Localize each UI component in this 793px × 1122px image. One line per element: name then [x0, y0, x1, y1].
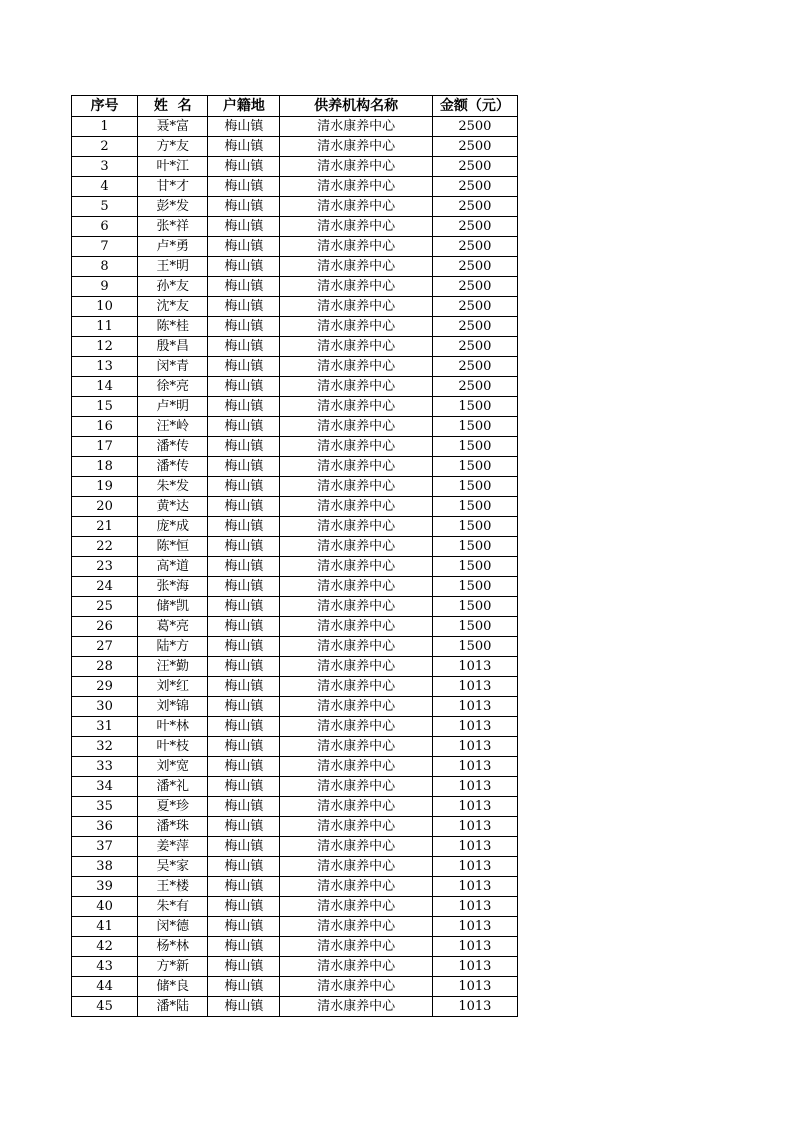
cell-institution-name: 清水康养中心	[280, 517, 432, 537]
cell-amount: 1013	[432, 657, 517, 677]
table-row	[72, 337, 518, 357]
cell-name: 潘*传	[138, 437, 208, 457]
cell-household-registration: 梅山镇	[208, 297, 280, 317]
cell-institution-name: 清水康养中心	[280, 717, 432, 737]
cell-serial-number: 11	[72, 317, 138, 337]
cell-institution-name: 清水康养中心	[280, 417, 432, 437]
cell-amount: 2500	[432, 157, 517, 177]
cell-institution-name: 清水康养中心	[280, 917, 432, 937]
cell-amount: 1013	[432, 857, 517, 877]
table-row	[72, 857, 518, 877]
cell-name: 杨*林	[138, 937, 208, 957]
cell-name: 叶*江	[138, 157, 208, 177]
table-row	[72, 237, 518, 257]
cell-serial-number: 9	[72, 277, 138, 297]
table-row	[72, 497, 518, 517]
cell-name: 潘*珠	[138, 817, 208, 837]
cell-household-registration: 梅山镇	[208, 797, 280, 817]
cell-institution-name: 清水康养中心	[280, 257, 432, 277]
cell-serial-number: 15	[72, 397, 138, 417]
cell-institution-name: 清水康养中心	[280, 437, 432, 457]
cell-institution-name: 清水康养中心	[280, 617, 432, 637]
cell-name: 刘*宽	[138, 757, 208, 777]
cell-amount: 1013	[432, 717, 517, 737]
cell-institution-name: 清水康养中心	[280, 357, 432, 377]
table-row	[72, 537, 518, 557]
cell-amount: 1500	[432, 477, 517, 497]
cell-household-registration: 梅山镇	[208, 157, 280, 177]
cell-household-registration: 梅山镇	[208, 357, 280, 377]
header-institution-name: 供养机构名称	[280, 96, 432, 117]
table-row	[72, 477, 518, 497]
cell-name: 张*祥	[138, 217, 208, 237]
cell-name: 陈*恒	[138, 537, 208, 557]
cell-amount: 1013	[432, 977, 517, 997]
cell-household-registration: 梅山镇	[208, 877, 280, 897]
table-row	[72, 657, 518, 677]
table-row	[72, 557, 518, 577]
cell-serial-number: 39	[72, 877, 138, 897]
cell-amount: 2500	[432, 177, 517, 197]
cell-household-registration: 梅山镇	[208, 117, 280, 137]
cell-serial-number: 34	[72, 777, 138, 797]
cell-amount: 2500	[432, 337, 517, 357]
cell-household-registration: 梅山镇	[208, 937, 280, 957]
cell-institution-name: 清水康养中心	[280, 697, 432, 717]
table-row	[72, 277, 518, 297]
cell-amount: 2500	[432, 217, 517, 237]
cell-amount: 2500	[432, 317, 517, 337]
table-row	[72, 417, 518, 437]
cell-amount: 2500	[432, 297, 517, 317]
cell-amount: 1013	[432, 917, 517, 937]
cell-name: 聂*富	[138, 117, 208, 137]
cell-amount: 1500	[432, 497, 517, 517]
cell-household-registration: 梅山镇	[208, 497, 280, 517]
cell-name: 叶*枝	[138, 737, 208, 757]
cell-name: 储*凯	[138, 597, 208, 617]
cell-name: 沈*友	[138, 297, 208, 317]
table-row	[72, 157, 518, 177]
cell-institution-name: 清水康养中心	[280, 677, 432, 697]
cell-name: 吴*家	[138, 857, 208, 877]
cell-serial-number: 41	[72, 917, 138, 937]
cell-serial-number: 22	[72, 537, 138, 557]
cell-household-registration: 梅山镇	[208, 997, 280, 1017]
cell-serial-number: 17	[72, 437, 138, 457]
cell-institution-name: 清水康养中心	[280, 857, 432, 877]
cell-institution-name: 清水康养中心	[280, 337, 432, 357]
cell-institution-name: 清水康养中心	[280, 977, 432, 997]
table-row	[72, 977, 518, 997]
cell-amount: 1013	[432, 937, 517, 957]
cell-institution-name: 清水康养中心	[280, 577, 432, 597]
cell-name: 黄*达	[138, 497, 208, 517]
cell-household-registration: 梅山镇	[208, 417, 280, 437]
cell-amount: 2500	[432, 357, 517, 377]
cell-institution-name: 清水康养中心	[280, 497, 432, 517]
cell-amount: 1013	[432, 737, 517, 757]
cell-institution-name: 清水康养中心	[280, 777, 432, 797]
cell-name: 高*道	[138, 557, 208, 577]
cell-name: 刘*锦	[138, 697, 208, 717]
cell-serial-number: 24	[72, 577, 138, 597]
cell-serial-number: 43	[72, 957, 138, 977]
cell-household-registration: 梅山镇	[208, 777, 280, 797]
cell-institution-name: 清水康养中心	[280, 757, 432, 777]
cell-amount: 1500	[432, 457, 517, 477]
table-row	[72, 177, 518, 197]
cell-institution-name: 清水康养中心	[280, 477, 432, 497]
cell-name: 陈*桂	[138, 317, 208, 337]
cell-serial-number: 2	[72, 137, 138, 157]
table-row	[72, 797, 518, 817]
cell-amount: 1500	[432, 417, 517, 437]
cell-name: 储*良	[138, 977, 208, 997]
cell-household-registration: 梅山镇	[208, 277, 280, 297]
table-row	[72, 217, 518, 237]
cell-amount: 1013	[432, 957, 517, 977]
cell-institution-name: 清水康养中心	[280, 117, 432, 137]
cell-name: 陆*方	[138, 637, 208, 657]
cell-amount: 2500	[432, 197, 517, 217]
cell-serial-number: 13	[72, 357, 138, 377]
cell-institution-name: 清水康养中心	[280, 997, 432, 1017]
cell-household-registration: 梅山镇	[208, 437, 280, 457]
cell-serial-number: 23	[72, 557, 138, 577]
cell-household-registration: 梅山镇	[208, 957, 280, 977]
cell-serial-number: 5	[72, 197, 138, 217]
table-row	[72, 777, 518, 797]
cell-serial-number: 33	[72, 757, 138, 777]
cell-name: 孙*友	[138, 277, 208, 297]
cell-household-registration: 梅山镇	[208, 897, 280, 917]
cell-serial-number: 1	[72, 117, 138, 137]
cell-name: 方*友	[138, 137, 208, 157]
table-row	[72, 737, 518, 757]
header-name: 姓 名	[138, 96, 208, 117]
cell-serial-number: 14	[72, 377, 138, 397]
table-row	[72, 697, 518, 717]
table-row	[72, 257, 518, 277]
cell-serial-number: 3	[72, 157, 138, 177]
cell-household-registration: 梅山镇	[208, 677, 280, 697]
cell-household-registration: 梅山镇	[208, 717, 280, 737]
cell-institution-name: 清水康养中心	[280, 897, 432, 917]
cell-serial-number: 45	[72, 997, 138, 1017]
cell-name: 庞*成	[138, 517, 208, 537]
cell-amount: 2500	[432, 117, 517, 137]
cell-institution-name: 清水康养中心	[280, 797, 432, 817]
cell-name: 王*明	[138, 257, 208, 277]
cell-serial-number: 27	[72, 637, 138, 657]
cell-amount: 1500	[432, 517, 517, 537]
cell-household-registration: 梅山镇	[208, 257, 280, 277]
cell-household-registration: 梅山镇	[208, 857, 280, 877]
table-row	[72, 617, 518, 637]
cell-institution-name: 清水康养中心	[280, 937, 432, 957]
cell-name: 闵*德	[138, 917, 208, 937]
cell-serial-number: 16	[72, 417, 138, 437]
cell-household-registration: 梅山镇	[208, 577, 280, 597]
cell-amount: 1500	[432, 557, 517, 577]
table-row	[72, 877, 518, 897]
cell-serial-number: 21	[72, 517, 138, 537]
cell-name: 朱*有	[138, 897, 208, 917]
cell-institution-name: 清水康养中心	[280, 217, 432, 237]
cell-name: 葛*亮	[138, 617, 208, 637]
cell-serial-number: 29	[72, 677, 138, 697]
cell-institution-name: 清水康养中心	[280, 197, 432, 217]
cell-household-registration: 梅山镇	[208, 537, 280, 557]
table-row	[72, 297, 518, 317]
cell-serial-number: 40	[72, 897, 138, 917]
table-row	[72, 597, 518, 617]
table-row	[72, 957, 518, 977]
table-body	[72, 117, 518, 1017]
cell-household-registration: 梅山镇	[208, 697, 280, 717]
table-row	[72, 117, 518, 137]
cell-amount: 1013	[432, 817, 517, 837]
cell-name: 汪*勤	[138, 657, 208, 677]
cell-serial-number: 31	[72, 717, 138, 737]
table-row	[72, 917, 518, 937]
cell-name: 刘*红	[138, 677, 208, 697]
cell-serial-number: 19	[72, 477, 138, 497]
header-serial-number: 序号	[72, 96, 138, 117]
table-row	[72, 897, 518, 917]
cell-household-registration: 梅山镇	[208, 557, 280, 577]
cell-household-registration: 梅山镇	[208, 317, 280, 337]
cell-name: 姜*萍	[138, 837, 208, 857]
cell-amount: 2500	[432, 377, 517, 397]
cell-serial-number: 35	[72, 797, 138, 817]
cell-institution-name: 清水康养中心	[280, 137, 432, 157]
cell-serial-number: 7	[72, 237, 138, 257]
cell-amount: 1013	[432, 777, 517, 797]
table-row	[72, 817, 518, 837]
cell-amount: 1013	[432, 877, 517, 897]
cell-amount: 1500	[432, 577, 517, 597]
table-row	[72, 677, 518, 697]
cell-institution-name: 清水康养中心	[280, 237, 432, 257]
cell-name: 汪*岭	[138, 417, 208, 437]
table-row	[72, 377, 518, 397]
table-row	[72, 197, 518, 217]
cell-institution-name: 清水康养中心	[280, 637, 432, 657]
cell-serial-number: 8	[72, 257, 138, 277]
cell-serial-number: 44	[72, 977, 138, 997]
cell-amount: 1013	[432, 797, 517, 817]
table-row	[72, 997, 518, 1017]
cell-amount: 1500	[432, 397, 517, 417]
cell-serial-number: 42	[72, 937, 138, 957]
cell-serial-number: 32	[72, 737, 138, 757]
cell-amount: 1013	[432, 677, 517, 697]
cell-name: 朱*发	[138, 477, 208, 497]
cell-amount: 2500	[432, 257, 517, 277]
cell-institution-name: 清水康养中心	[280, 957, 432, 977]
cell-institution-name: 清水康养中心	[280, 297, 432, 317]
cell-household-registration: 梅山镇	[208, 137, 280, 157]
cell-name: 殷*昌	[138, 337, 208, 357]
cell-institution-name: 清水康养中心	[280, 397, 432, 417]
header-amount: 金额（元）	[432, 96, 517, 117]
cell-institution-name: 清水康养中心	[280, 457, 432, 477]
cell-institution-name: 清水康养中心	[280, 737, 432, 757]
cell-household-registration: 梅山镇	[208, 177, 280, 197]
table-row	[72, 637, 518, 657]
cell-amount: 1500	[432, 537, 517, 557]
cell-amount: 1500	[432, 437, 517, 457]
cell-amount: 2500	[432, 237, 517, 257]
cell-institution-name: 清水康养中心	[280, 657, 432, 677]
cell-household-registration: 梅山镇	[208, 477, 280, 497]
cell-name: 潘*传	[138, 457, 208, 477]
cell-name: 闵*青	[138, 357, 208, 377]
cell-amount: 1500	[432, 637, 517, 657]
cell-name: 叶*林	[138, 717, 208, 737]
cell-serial-number: 25	[72, 597, 138, 617]
table-row	[72, 457, 518, 477]
cell-name: 潘*陆	[138, 997, 208, 1017]
table-row	[72, 837, 518, 857]
cell-name: 卢*明	[138, 397, 208, 417]
table-header-row	[72, 96, 518, 117]
cell-name: 王*楼	[138, 877, 208, 897]
cell-serial-number: 10	[72, 297, 138, 317]
cell-institution-name: 清水康养中心	[280, 537, 432, 557]
cell-serial-number: 37	[72, 837, 138, 857]
cell-household-registration: 梅山镇	[208, 217, 280, 237]
table-row	[72, 437, 518, 457]
cell-serial-number: 30	[72, 697, 138, 717]
cell-serial-number: 4	[72, 177, 138, 197]
header-household-registration: 户籍地	[208, 96, 280, 117]
cell-household-registration: 梅山镇	[208, 517, 280, 537]
cell-household-registration: 梅山镇	[208, 237, 280, 257]
cell-institution-name: 清水康养中心	[280, 377, 432, 397]
cell-household-registration: 梅山镇	[208, 457, 280, 477]
cell-institution-name: 清水康养中心	[280, 277, 432, 297]
table-row	[72, 577, 518, 597]
cell-institution-name: 清水康养中心	[280, 177, 432, 197]
cell-household-registration: 梅山镇	[208, 637, 280, 657]
cell-amount: 1500	[432, 617, 517, 637]
cell-amount: 1013	[432, 897, 517, 917]
cell-name: 卢*勇	[138, 237, 208, 257]
cell-household-registration: 梅山镇	[208, 657, 280, 677]
cell-serial-number: 38	[72, 857, 138, 877]
cell-household-registration: 梅山镇	[208, 197, 280, 217]
table-row	[72, 937, 518, 957]
cell-amount: 1013	[432, 697, 517, 717]
cell-amount: 2500	[432, 137, 517, 157]
cell-household-registration: 梅山镇	[208, 757, 280, 777]
table-row	[72, 397, 518, 417]
cell-serial-number: 20	[72, 497, 138, 517]
cell-serial-number: 6	[72, 217, 138, 237]
cell-name: 潘*礼	[138, 777, 208, 797]
cell-name: 甘*才	[138, 177, 208, 197]
cell-institution-name: 清水康养中心	[280, 157, 432, 177]
table-row	[72, 757, 518, 777]
cell-amount: 1013	[432, 757, 517, 777]
cell-name: 徐*亮	[138, 377, 208, 397]
cell-household-registration: 梅山镇	[208, 597, 280, 617]
table-row	[72, 517, 518, 537]
table-row	[72, 357, 518, 377]
beneficiary-table	[71, 95, 518, 1017]
cell-household-registration: 梅山镇	[208, 977, 280, 997]
cell-household-registration: 梅山镇	[208, 397, 280, 417]
cell-amount: 1013	[432, 837, 517, 857]
cell-serial-number: 36	[72, 817, 138, 837]
cell-household-registration: 梅山镇	[208, 377, 280, 397]
table-row	[72, 137, 518, 157]
table-row	[72, 317, 518, 337]
cell-name: 彭*发	[138, 197, 208, 217]
cell-serial-number: 12	[72, 337, 138, 357]
cell-name: 方*新	[138, 957, 208, 977]
cell-amount: 2500	[432, 277, 517, 297]
cell-institution-name: 清水康养中心	[280, 597, 432, 617]
cell-household-registration: 梅山镇	[208, 337, 280, 357]
cell-household-registration: 梅山镇	[208, 617, 280, 637]
cell-institution-name: 清水康养中心	[280, 837, 432, 857]
cell-name: 张*海	[138, 577, 208, 597]
cell-name: 夏*珍	[138, 797, 208, 817]
cell-serial-number: 18	[72, 457, 138, 477]
cell-institution-name: 清水康养中心	[280, 317, 432, 337]
cell-household-registration: 梅山镇	[208, 917, 280, 937]
cell-serial-number: 28	[72, 657, 138, 677]
cell-household-registration: 梅山镇	[208, 837, 280, 857]
cell-institution-name: 清水康养中心	[280, 877, 432, 897]
cell-institution-name: 清水康养中心	[280, 817, 432, 837]
cell-amount: 1500	[432, 597, 517, 617]
cell-serial-number: 26	[72, 617, 138, 637]
cell-amount: 1013	[432, 997, 517, 1017]
cell-institution-name: 清水康养中心	[280, 557, 432, 577]
cell-household-registration: 梅山镇	[208, 817, 280, 837]
cell-household-registration: 梅山镇	[208, 737, 280, 757]
table-row	[72, 717, 518, 737]
